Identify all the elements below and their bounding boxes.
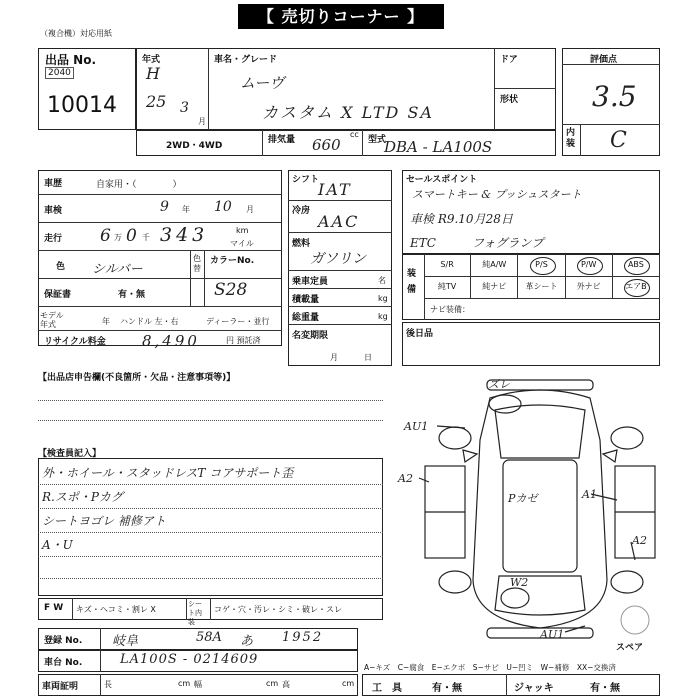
equipment-item-8: 外ナビ (566, 276, 613, 298)
mileage-man-unit: 万 (114, 233, 122, 242)
color-code-label: カラーNo. (210, 256, 255, 266)
equipment-item-7: 革シート (518, 276, 565, 298)
registration-kana: あ (240, 634, 254, 649)
year-era: H (146, 64, 160, 83)
equipment-circle-mark (530, 257, 556, 275)
registration-label: 登録 No. (44, 636, 83, 646)
drive-label: 2WD・4WD (166, 141, 223, 151)
sales-point-0: スマートキー & プッシュスタート (412, 188, 582, 201)
model-code-label: 型式 (368, 135, 387, 145)
capacity-label-2: 総重量 (292, 313, 320, 323)
sales-point-2: ETC フォグランプ (410, 236, 544, 250)
equipment-item-1: 純A/W (471, 254, 518, 276)
diagram-mark-4: A1 (582, 488, 597, 501)
mileage-sen: 0 (126, 226, 137, 246)
year-value: 25 (146, 92, 167, 111)
equipment-circle-mark (577, 257, 603, 275)
capacity-label-1: 積載量 (292, 295, 320, 305)
warranty-value: 有・無 (118, 290, 146, 300)
recycle-unit: 円 預託済 (226, 336, 261, 345)
inspection-month-unit: 月 (246, 205, 254, 214)
mileage-unit-km: km (236, 226, 249, 235)
equipment-item-2: P/S (518, 254, 565, 276)
model-year-dealer: ディーラー・並行 (206, 317, 270, 326)
damage-legend: A−キズ C−腐食 E−エクボ S−サビ U−凹ミ W−補修 XX−交換済 (364, 663, 616, 672)
warranty-label: 保証書 (44, 290, 72, 300)
diagram-mark-5: A2 (632, 534, 647, 547)
store-note-label: 【出品店申告欄(不良箇所・欠品・注意事項等)】 (38, 373, 236, 383)
cert-length-unit: cm (178, 679, 191, 688)
mileage-label: 走行 (44, 234, 63, 244)
score-value: 3.5 (592, 80, 637, 113)
mileage-man: 6 (100, 226, 111, 246)
shape-label: 形状 (500, 95, 519, 105)
jack-value: 有・無 (590, 683, 620, 694)
history-label: 車歴 (44, 179, 63, 189)
cert-height: 高 (282, 680, 290, 689)
displacement-value: 660 (312, 136, 341, 154)
lot-stamp: 2040 (45, 67, 74, 79)
cert-label: 車両証明 (42, 682, 79, 692)
diagram-mark-3: Pカゼ (508, 492, 538, 505)
equipment-item-3: P/W (566, 254, 613, 276)
car-damage-diagram (395, 370, 685, 650)
history-value: 自家用・（ ） (96, 180, 182, 190)
diagram-mark-0: ズレ (488, 378, 510, 391)
model-code-value: DBA ‐ LA100S (384, 138, 493, 156)
year-label: 年式 (142, 55, 161, 65)
color-label: 色 (56, 262, 66, 272)
color-value: シルバー (92, 262, 143, 277)
model-year-year: 年 (102, 317, 110, 326)
diagram-mark-1: AU1 (404, 420, 429, 433)
shift-label: シフト (292, 175, 320, 185)
diagram-mark-2: A2 (398, 472, 413, 485)
fuel-label: 燃料 (292, 239, 311, 249)
lot-box (38, 48, 136, 130)
cert-width: 幅 (194, 680, 202, 689)
registration-class: 58A (196, 630, 222, 645)
spare-label: スペア (616, 643, 644, 653)
after-date-box (402, 322, 660, 366)
model-name: ムーヴ (240, 74, 285, 92)
tools-label: 工 具 (372, 683, 402, 694)
seat-label: シート内装 (188, 600, 202, 626)
fw-label: F W (44, 603, 64, 613)
inspector-line-0: 外・ホイール・スタッドレスT コアサポート歪 (42, 466, 294, 480)
capacity-label-0: 乗車定員 (292, 277, 329, 287)
header-note: （複合機）対応用紙 (40, 29, 112, 38)
recycle-label: リサイクル料金 (44, 337, 106, 347)
fw-items: キズ・ヘコミ・割レ X (76, 605, 156, 614)
door-label: ドア (500, 55, 518, 65)
recycle-value: 8,490 (142, 332, 200, 350)
equipment-label: 装備 (407, 269, 417, 295)
mileage-unit-mile: マイル (230, 239, 254, 248)
equipment-item-6: 純ナビ (471, 276, 518, 298)
displacement-unit: cc (350, 130, 359, 139)
inspector-line-2: シートヨゴレ 補修アト (42, 514, 166, 528)
capacity-unit-2: kg (378, 312, 388, 321)
after-date-label: 後日品 (406, 329, 434, 339)
capacity-unit-1: kg (378, 294, 388, 303)
mileage-sen-unit: 千 (142, 233, 150, 242)
cert-length: 長 (104, 680, 112, 689)
inspection-year: 9 (160, 199, 169, 215)
color-change-label: 色替 (193, 254, 201, 273)
lot-number: 10014 (47, 93, 117, 118)
capacity-unit-0: 名 (378, 276, 386, 285)
mileage-rest: 343 (160, 224, 209, 246)
shift-value: IAT (318, 180, 352, 199)
inspection-year-unit: 年 (182, 205, 190, 214)
tools-value: 有・無 (432, 683, 462, 694)
inspector-line-1: R.スポ・Pカグ (42, 490, 123, 504)
registration-number: 1952 (282, 630, 324, 645)
equipment-item-5: 純TV (424, 276, 471, 298)
chassis-label: 車台 No. (44, 658, 83, 668)
diagram-mark-6: W2 (510, 576, 529, 589)
diagram-mark-7: AU1 (540, 628, 565, 641)
inspection-month: 10 (214, 199, 232, 215)
model-year-handle: ハンドル 左・右 (120, 317, 179, 326)
interior-value: C (610, 128, 627, 153)
equipment-item-4: ABS (613, 254, 660, 276)
color-code: S28 (214, 280, 248, 300)
interior-label: 内装 (566, 128, 576, 149)
ac-value: AAC (318, 212, 360, 231)
nav-label: ナビ装備： (430, 305, 470, 314)
year-month: 3 (180, 100, 189, 116)
banner-title: 【 売切りコーナー 】 (238, 4, 444, 29)
sales-points-label: セールスポイント (406, 175, 478, 185)
jack-label: ジャッキ (514, 683, 554, 694)
chassis-value: LA100S ‐ 0214609 (120, 652, 259, 667)
registration-pref: 岐阜 (112, 634, 139, 649)
fuel-value: ガソリン (310, 251, 366, 267)
inspection-label: 車検 (44, 206, 63, 216)
displacement-label: 排気量 (268, 135, 296, 145)
model-year-label: モデル年式 (40, 311, 64, 329)
cert-height-unit: cm (342, 679, 355, 688)
cert-width-unit: cm (266, 679, 279, 688)
score-label: 評価点 (590, 55, 618, 65)
change-date-label: 名変期限 (292, 331, 329, 341)
ac-label: 冷房 (292, 206, 311, 216)
inspector-line-3: A・U (42, 538, 73, 552)
lot-label: 出品 No. (45, 53, 97, 67)
inspector-label: 【検査員記入】 (38, 449, 102, 459)
year-month-unit: 月 (198, 117, 206, 126)
equipment-item-0: S/R (424, 254, 471, 276)
model-label: 車名・グレード (214, 55, 278, 65)
change-date-unit: 月日 (330, 353, 398, 362)
equipment-item-9: エアB (613, 276, 660, 298)
model-grade: カスタム X LTD SA (262, 103, 434, 122)
seat-items: コゲ・穴・汚レ・シミ・破レ・スレ (214, 605, 342, 614)
sales-point-1: 車検 R9.10月28日 (410, 212, 513, 226)
